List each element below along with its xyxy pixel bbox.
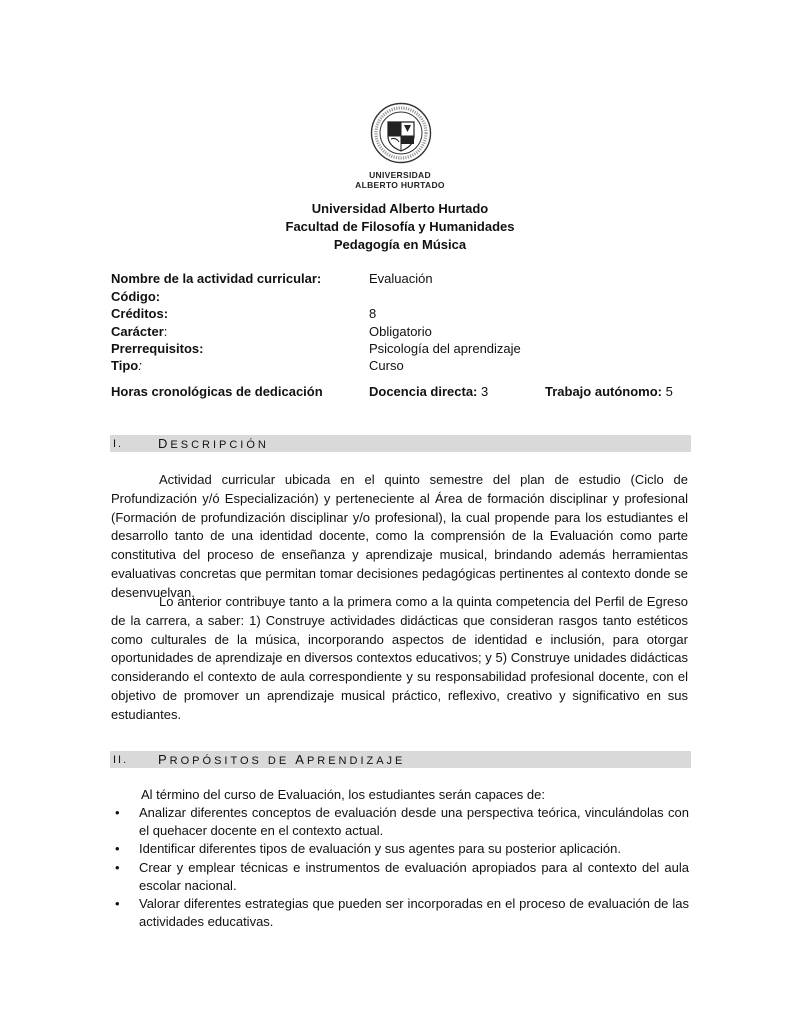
propositos-intro: Al término del curso de Evaluación, los estudiantes serán capaces de:: [141, 787, 545, 802]
info-row-codigo: [111, 288, 701, 306]
list-item: • Analizar diferentes conceptos de evaluación desde una perspectiva teórica, vinculándolas con el quehacer docente en el contexto actual.: [111, 804, 689, 840]
prerrequisitos-label: Prerrequisitos:: [111, 341, 204, 356]
tipo-value: Curso: [369, 358, 404, 373]
list-item: • Crear y emplear técnicas e instrumentos de evaluación apropiados para al contexto del aula escolar nacional.: [111, 859, 689, 895]
caracter-label: Carácter:: [111, 324, 168, 339]
section-title: PROPÓSITOS DE APRENDIZAJE: [158, 752, 406, 767]
horas-label: Horas cronológicas de dedicación: [111, 384, 323, 399]
codigo-label: Código:: [111, 289, 161, 304]
info-row-caracter: [111, 323, 701, 341]
info-row-creditos: [111, 305, 701, 323]
section-header-propositos: [110, 751, 691, 768]
nombre-label: Nombre de la actividad curricular:: [111, 271, 322, 286]
prerrequisitos-value: Psicología del aprendizaje: [369, 341, 521, 356]
faculty-title: Facultad de Filosofía y Humanidades: [285, 219, 515, 234]
docencia-directa: Docencia directa: 3: [369, 384, 489, 399]
section-title: DESCRIPCIÓN: [158, 436, 269, 451]
info-row-prerrequisitos: [111, 340, 701, 358]
trabajo-autonomo: Trabajo autónomo: 5: [545, 384, 673, 399]
wordmark-line2: ALBERTO HURTADO: [355, 180, 445, 190]
section-number: II.: [113, 754, 129, 766]
section-header-descripcion: [110, 435, 691, 452]
university-seal-icon: [370, 102, 432, 164]
descripcion-paragraph-2: Lo anterior contribuye tanto a la primera como a la quinta competencia del Perfil de Egreso de la carrera, a saber: 1) Construye actividades didácticas que consideran rasgos tanto estéticos como culturales de la música, incorporando aspectos de identidad e inclusión, para otorgar oportunidades de aprendizaje en diversos contextos educativos; y 5) Construye unidades didácticas considerando el contexto de aula correspondiente y su responsabilidad profesional docente, con el objetivo de promover un aprendizaje musical práctico, reflexivo, creativo y significativo en sus estudiantes.: [111, 594, 688, 722]
caracter-value: Obligatorio: [369, 324, 432, 339]
list-item: • Identificar diferentes tipos de evaluación y sus agentes para su posterior aplicación.: [111, 840, 689, 858]
section-number: I.: [113, 438, 124, 450]
info-row-horas: [111, 383, 701, 401]
nombre-value: Evaluación: [369, 271, 433, 286]
creditos-label: Créditos:: [111, 306, 169, 321]
list-item: • Valorar diferentes estrategias que pueden ser incorporadas en el proceso de evaluación de las actividades educativas.: [111, 895, 689, 931]
program-title: Pedagogía en Música: [333, 237, 467, 252]
info-row-tipo: [111, 357, 701, 375]
university-title: Universidad Alberto Hurtado: [311, 201, 489, 216]
descripcion-paragraph-1: Actividad curricular ubicada en el quinto semestre del plan de estudio (Ciclo de Profundización y/ó Especialización) y perteneciente al Área de formación disciplinar y profesional (Formación de profundización disciplinar y/o profesional), la cual propende para los estudiantes el desarrollo tanto de una identidad docente, como la comprensión de la Evaluación como parte constitutiva del proceso de enseñanza y aprendizaje musical, brindando además herramientas evaluativas concretas que permitan tomar decisiones pedagógicas pertinentes al contexto donde se desenvuelvan.: [111, 472, 688, 600]
wordmark-line1: UNIVERSIDAD: [369, 170, 431, 180]
creditos-value: 8: [369, 306, 377, 321]
purposes-list: [111, 804, 689, 931]
university-wordmark: [300, 170, 500, 190]
tipo-label: Tipo:: [111, 358, 142, 373]
info-row-nombre: [111, 270, 701, 288]
